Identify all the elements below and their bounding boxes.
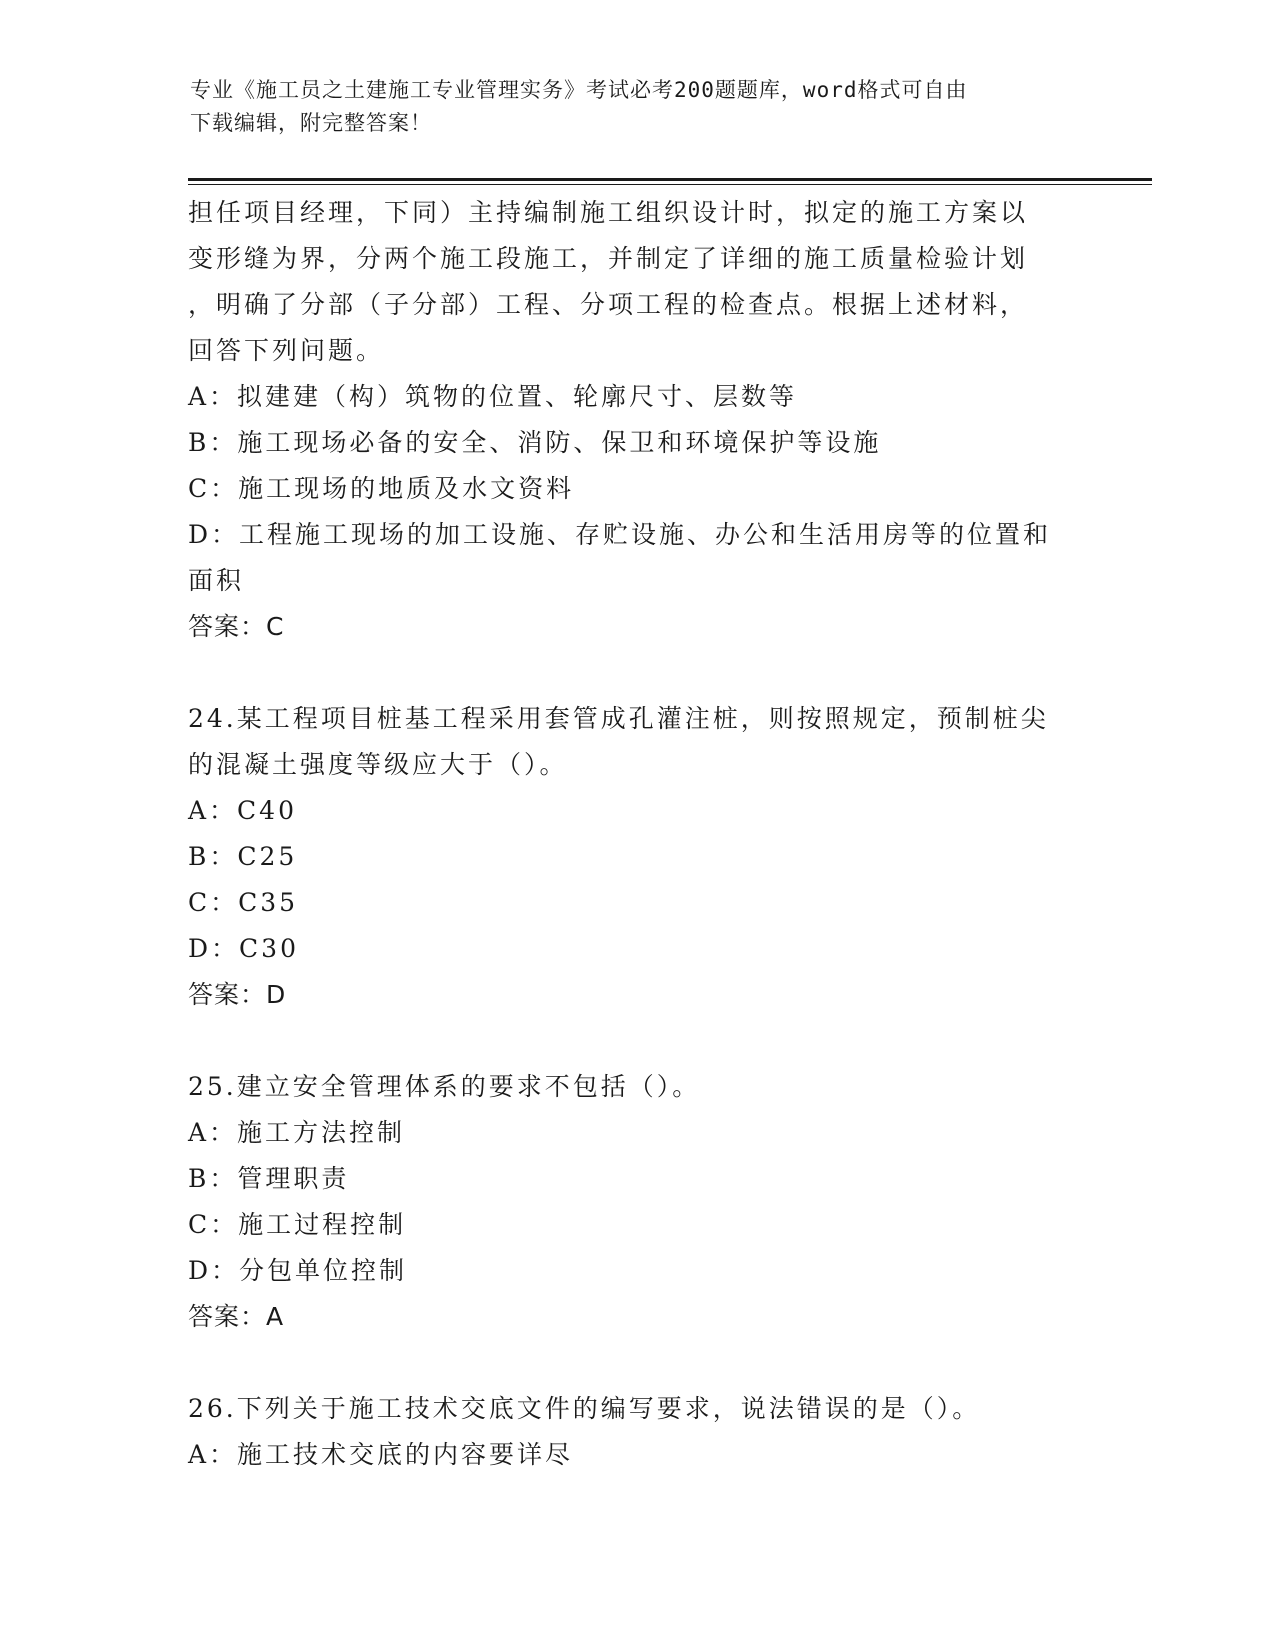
document-body bbox=[188, 190, 1088, 1478]
option-c: C：施工现场的地质及水文资料 bbox=[188, 474, 575, 503]
option-d: D：分包单位控制 bbox=[188, 1256, 408, 1285]
spacer bbox=[188, 1340, 1088, 1386]
question-stem-line: 25.建立安全管理体系的要求不包括（）。 bbox=[188, 1072, 701, 1101]
option-a: A：施工方法控制 bbox=[188, 1118, 406, 1147]
option-d: D：C30 bbox=[188, 934, 299, 963]
option-a: A：C40 bbox=[188, 796, 297, 825]
option-c: C：施工过程控制 bbox=[188, 1210, 407, 1239]
question-stem-line: ，明确了分部（子分部）工程、分项工程的检查点。根据上述材料， bbox=[188, 290, 1029, 319]
option-a: A：施工技术交底的内容要详尽 bbox=[188, 1440, 574, 1469]
option-c: C：C35 bbox=[188, 888, 299, 917]
question-stem-line: 回答下列问题。 bbox=[188, 336, 385, 365]
question-23 bbox=[188, 190, 1088, 650]
answer-line: 答案：D bbox=[188, 980, 287, 1009]
question-26 bbox=[188, 1386, 1088, 1478]
option-b: B：C25 bbox=[188, 842, 298, 871]
question-stem-line: 24.某工程项目桩基工程采用套管成孔灌注桩，则按照规定，预制桩尖 bbox=[188, 704, 1049, 733]
answer-line: 答案：C bbox=[188, 612, 285, 641]
header-rule-thick bbox=[188, 178, 1152, 181]
option-b: B：施工现场必备的安全、消防、保卫和环境保护等设施 bbox=[188, 428, 882, 457]
spacer bbox=[188, 1018, 1088, 1064]
question-25 bbox=[188, 1064, 1088, 1340]
option-d-continued: 面积 bbox=[188, 566, 245, 595]
header-rule-thin bbox=[188, 184, 1152, 185]
header-line-1: 专业《施工员之土建施工专业管理实务》考试必考200题题库，word格式可自由 bbox=[190, 78, 968, 102]
question-stem-line: 26.下列关于施工技术交底文件的编写要求，说法错误的是（）。 bbox=[188, 1394, 981, 1423]
option-d: D：工程施工现场的加工设施、存贮设施、办公和生活用房等的位置和 bbox=[188, 520, 1052, 549]
spacer bbox=[188, 650, 1088, 696]
question-stem-line: 变形缝为界，分两个施工段施工，并制定了详细的施工质量检验计划 bbox=[188, 244, 1029, 273]
header-line-2: 下载编辑，附完整答案！ bbox=[190, 111, 432, 135]
document-header bbox=[190, 74, 1070, 140]
question-24 bbox=[188, 696, 1088, 1018]
question-stem-line: 担任项目经理，下同）主持编制施工组织设计时，拟定的施工方案以 bbox=[188, 198, 1029, 227]
option-b: B：管理职责 bbox=[188, 1164, 350, 1193]
answer-line: 答案：A bbox=[188, 1302, 285, 1331]
option-a: A：拟建建（构）筑物的位置、轮廓尺寸、层数等 bbox=[188, 382, 798, 411]
question-stem-line: 的混凝土强度等级应大于（）。 bbox=[188, 750, 568, 779]
